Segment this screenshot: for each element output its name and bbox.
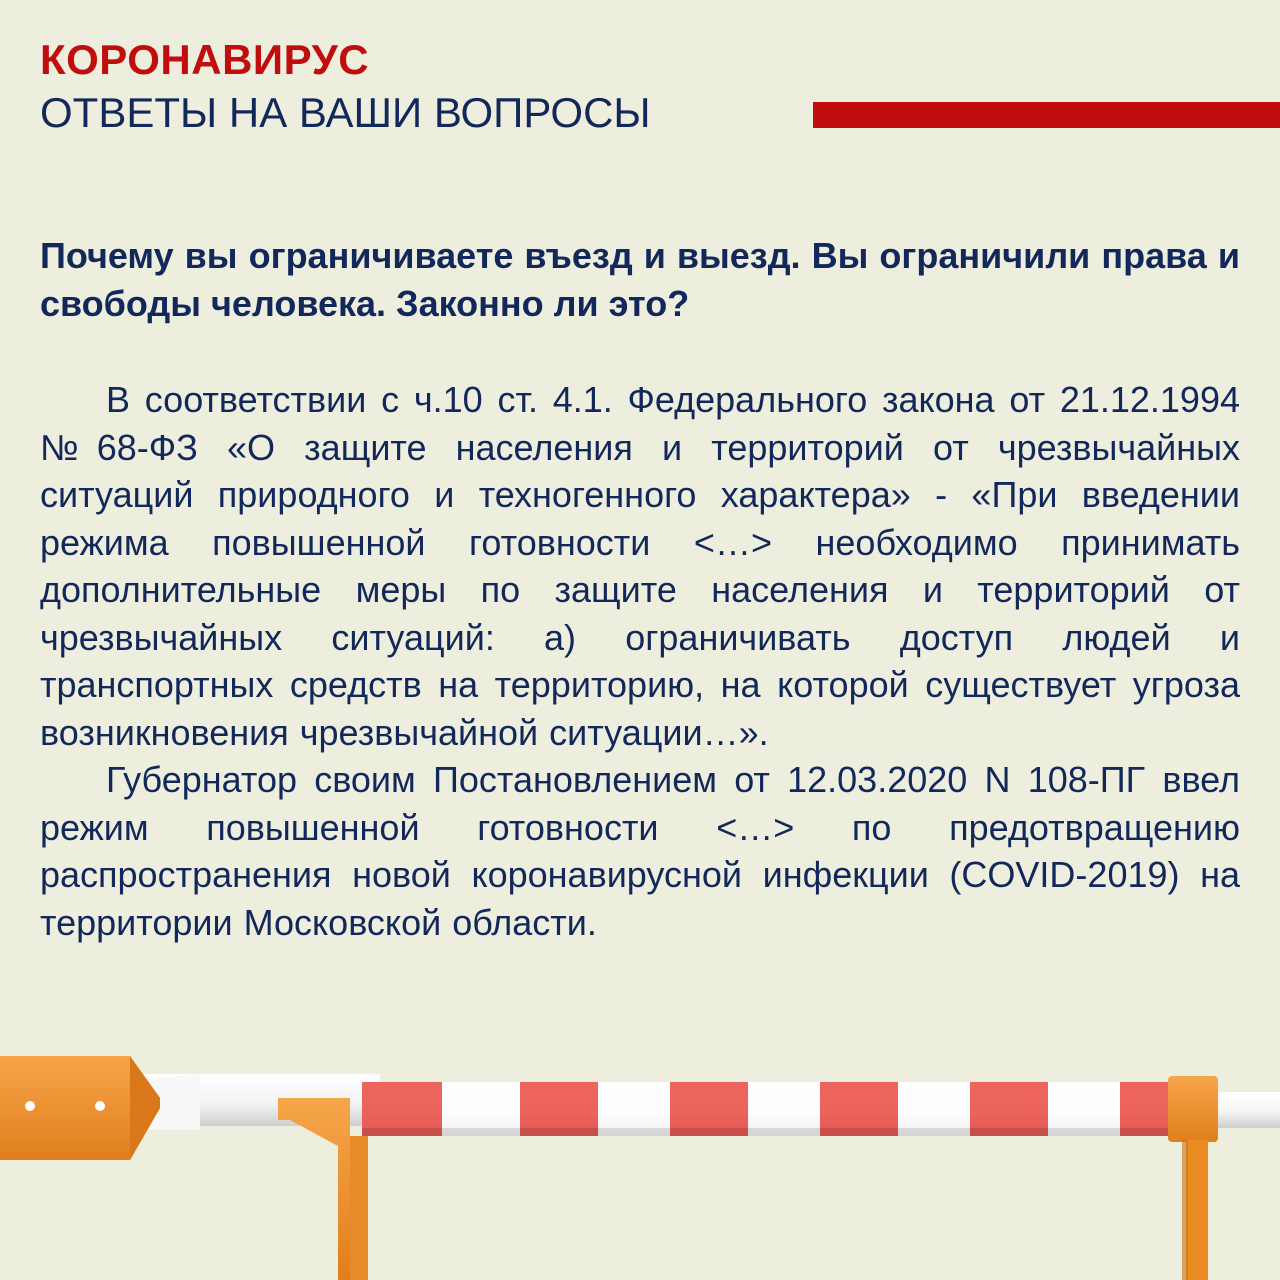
barrier-pole-right — [1212, 1092, 1280, 1128]
question-heading: Почему вы ограничиваете въезд и выезд. Вы ограничили права и свободы человека. Законно ли это? — [40, 235, 1240, 324]
page-subtitle: ОТВЕТЫ НА ВАШИ ВОПРОСЫ — [40, 89, 651, 136]
answer-text — [40, 376, 1240, 946]
barrier-support-right — [1168, 1076, 1218, 1280]
answer-paragraph-law: В соответствии с ч.10 ст. 4.1. Федерального закона от 21.12.1994 №68-ФЗ «О защите населения и территорий от чрезвычайных ситуаций природного и техногенного характера» - «При введении режима повышенной готовности <…> необходимо принимать дополнительные меры по защите населения и территорий от чрезвычайных ситуаций: а) ограничивать доступ людей и транспортных средств на территорию, на которой существует угроза возникновения чрезвычайной ситуации…». — [40, 379, 1240, 753]
accent-bar — [813, 102, 1280, 128]
barrier-pole-striped — [362, 1082, 1218, 1136]
barrier-gate-icon — [0, 1040, 1280, 1280]
answer-paragraph-decree: Губернатор своим Постановлением от 12.03.2020 N 108-ПГ ввел режим повышенной готовности <…> по предотвращению распространения новой коронавирусной инфекции (COVID-2019) на территории Московской области. — [40, 759, 1240, 943]
page-title: КОРОНАВИРУС — [40, 36, 370, 83]
barrier-housing — [0, 1056, 160, 1160]
